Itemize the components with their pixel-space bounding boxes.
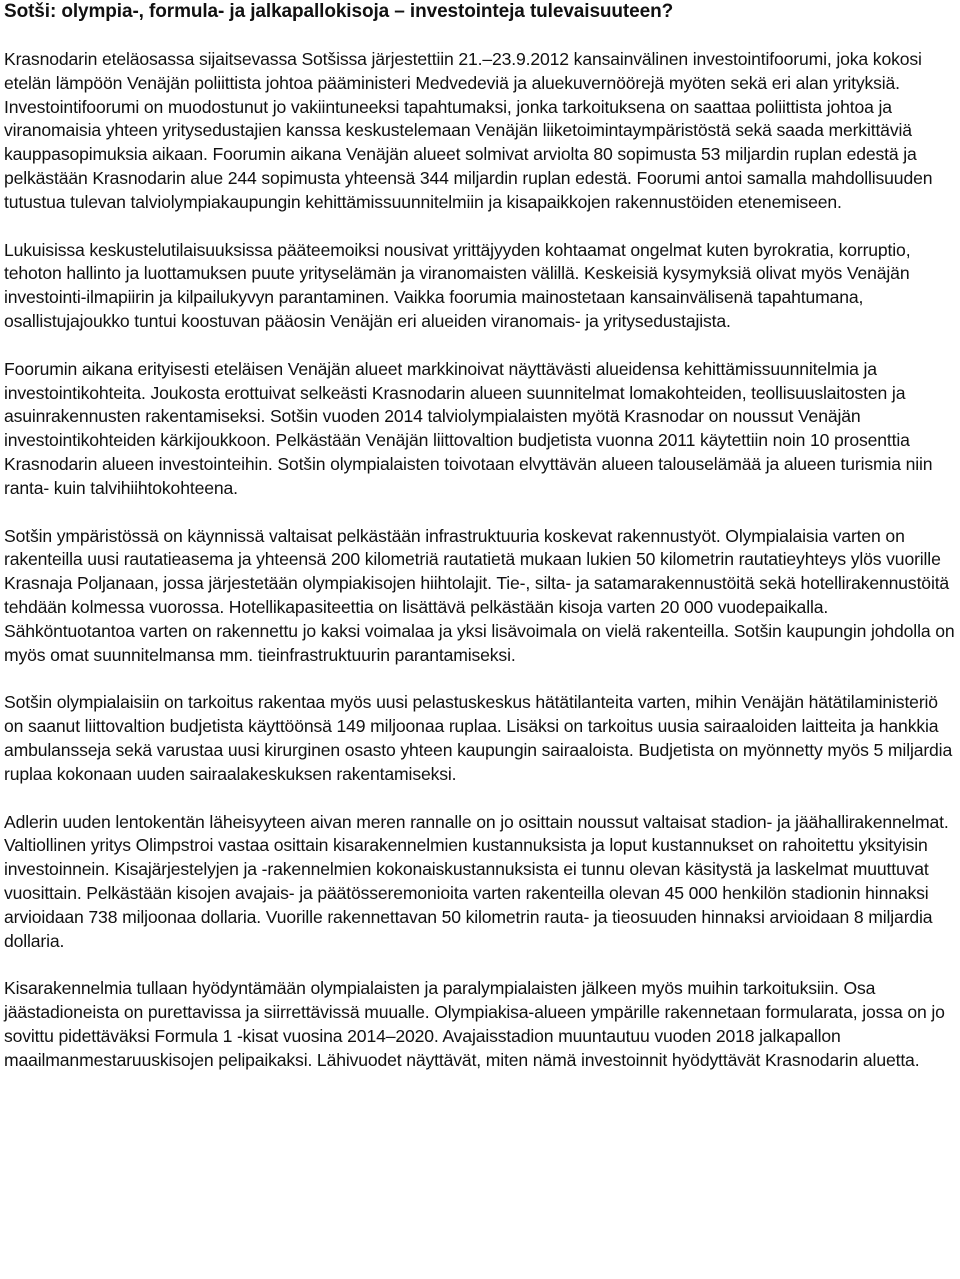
paragraph-investment-forum: Krasnodarin eteläosassa sijaitsevassa Sotšissa järjestettiin 21.–23.9.2012 kansainvälinen investointifoorumi, joka kokosi etelän lämpöön Venäjän poliittista johtoa pääministeri Medvedeviä ja aluekuvernöörejä myöten sekä eri alan yrityksiä. Investointifoorumi on muodostunut jo vakiintuneeksi tapahtumaksi, jonka tarkoituksena on saattaa poliittista johtoa ja viranomaisia yhteen yritysedustajien kanssa keskustelemaan Venäjän liiketoimintaympäristöstä sekä saada merkittäviä kauppasopimuksia aikaan. Foorumin aikana Venäjän alueet solmivat arviolta 80 sopimusta 53 miljardin ruplan edestä ja pelkästään Krasnodarin alue 244 sopimusta yhteensä 344 miljardin ruplan edestä. Foorumi antoi samalla mahdollisuuden tutustua tulevan talviolympiakaupungin kehittämissuunnitelmiin ja kisapaikkojen rakennustöiden etenemiseen. <box>4 49 933 212</box>
paragraph-rescue-center: Sotšin olympialaisiin on tarkoitus rakentaa myös uusi pelastuskeskus hätätilanteita varten, mihin Venäjän hätätilaministeriö on saanut liittovaltion budjetista käyttöönsä 149 miljoonaa ruplaa. Lisäksi on tarkoitus uusia sairaaloiden laitteita ja hankkia ambulansseja sekä varustaa uusi kirurginen osasto yhteen kaupungin sairaaloista. Budjetista on myönnetty myös 5 miljardia ruplaa kokonaan uuden sairaalakeskuksen rakentamiseksi. <box>4 692 953 784</box>
paragraph-stadiums-costs: Adlerin uuden lentokentän läheisyyteen aivan meren rannalle on jo osittain noussut valtaisat stadion- ja jäähallirakennelmat. Valtiollinen yritys Olimpstroi vastaa osittain kisarakennelmien kustannuksista ja loput kustannukset on rahoitettu yksityisin investoinnein. Kisajärjestelyjen ja -rakennelmien kokonaiskustannuksista ei tunnu olevan käsitystä ja laskelmat muuttuvat vuosittain. Pelkästään kisojen avajais- ja päätösseremonioita varten rakenteilla olevan 45 000 henkilön stadionin hinnaksi arvioidaan 738 miljoonaa dollaria. Vuorille rakennettavan 50 kilometrin rauta- ja tieosuuden hinnaksi arvioidaan 8 miljardia dollaria. <box>4 811 949 951</box>
document-title: Sotši: olympia-, formula- ja jalkapallokisoja – investointeja tulevaisuuteen? <box>4 1 674 22</box>
document-page <box>4 0 956 1072</box>
paragraph-future-use: Kisarakennelmia tullaan hyödyntämään olympialaisten ja paralympialaisten jälkeen myös muihin tarkoituksiin. Osa jäästadioneista on purettavissa ja siirrettävissä muualle. Olympiakisa-alueen ympärille rakennetaan formularata, jossa on jo sovittu pidettäväksi Formula 1 -kisat vuosina 2014–2020. Avajaisstadion muuntautuu vuoden 2018 jalkapallon maailmanmestaruuskisojen pelipaikaksi. Lähivuodet näyttävät, miten nämä investoinnit hyödyttävät Krasnodarin aluetta. <box>4 978 945 1070</box>
paragraph-infrastructure: Sotšin ympäristössä on käynnissä valtaisat pelkästään infrastruktuuria koskevat rakennustyöt. Olympialaisia varten on rakenteilla uusi rautatieasema ja yhteensä 200 kilometriä rautatietä mukaan lukien 50 kilometrin rautatieyhteys ylös vuorille Krasnaja Poljanaan, jossa järjestetään olympiakisojen hiihtolajit. Tie-, silta- ja satamarakennustöitä sekä hotellirakennustöitä tehdään kolmessa vuorossa. Hotellikapasiteettia on lisättävä pelkästään kisoja varten 20 000 vuodepaikalla. Sähköntuotantoa varten on rakennettu jo kaksi voimalaa ja yksi lisävoimala on vielä rakenteilla. Sotšin kaupungin johdolla on myös omat suunnitelmansa mm. tieinfrastruktuurin parantamiseksi. <box>4 525 955 665</box>
paragraph-discussion-themes: Lukuisissa keskustelutilaisuuksissa pääteemoiksi nousivat yrittäjyyden kohtaamat ongelmat kuten byrokratia, korruptio, tehoton hallinto ja luottamuksen puute yrityselämän ja viranomaisten välillä. Keskeisiä kysymyksiä olivat myös Venäjän investointi-ilmapiirin ja kilpailukyvyn parantaminen. Vaikka foorumia mainostetaan kansainvälisenä tapahtumana, osallistujajoukko tuntui koostuvan pääosin Venäjän eri alueiden viranomais- ja yritysedustajista. <box>4 239 911 331</box>
paragraph-regional-plans: Foorumin aikana erityisesti eteläisen Venäjän alueet markkinoivat näyttävästi alueidensa kehittämissuunnitelmia ja investointikohteita. Joukosta erottuivat selkeästi Krasnodarin alueen suunnitelmat lomakohteiden, teollisuuslaitosten ja asuinrakennusten rakentamiseksi. Sotšin vuoden 2014 talviolympialaisten myötä Krasnodar on noussut Venäjän investointikohteiden kärkijoukkoon. Pelkästään Venäjän liittovaltion budjetista vuonna 2011 käytettiin noin 10 prosenttia Krasnodarin alueen investointeihin. Sotšin olympialaisten toivotaan elvyttävän alueen talouselämää ja alueen turismia niin ranta- kuin talvihiihtokohteena. <box>4 358 933 498</box>
